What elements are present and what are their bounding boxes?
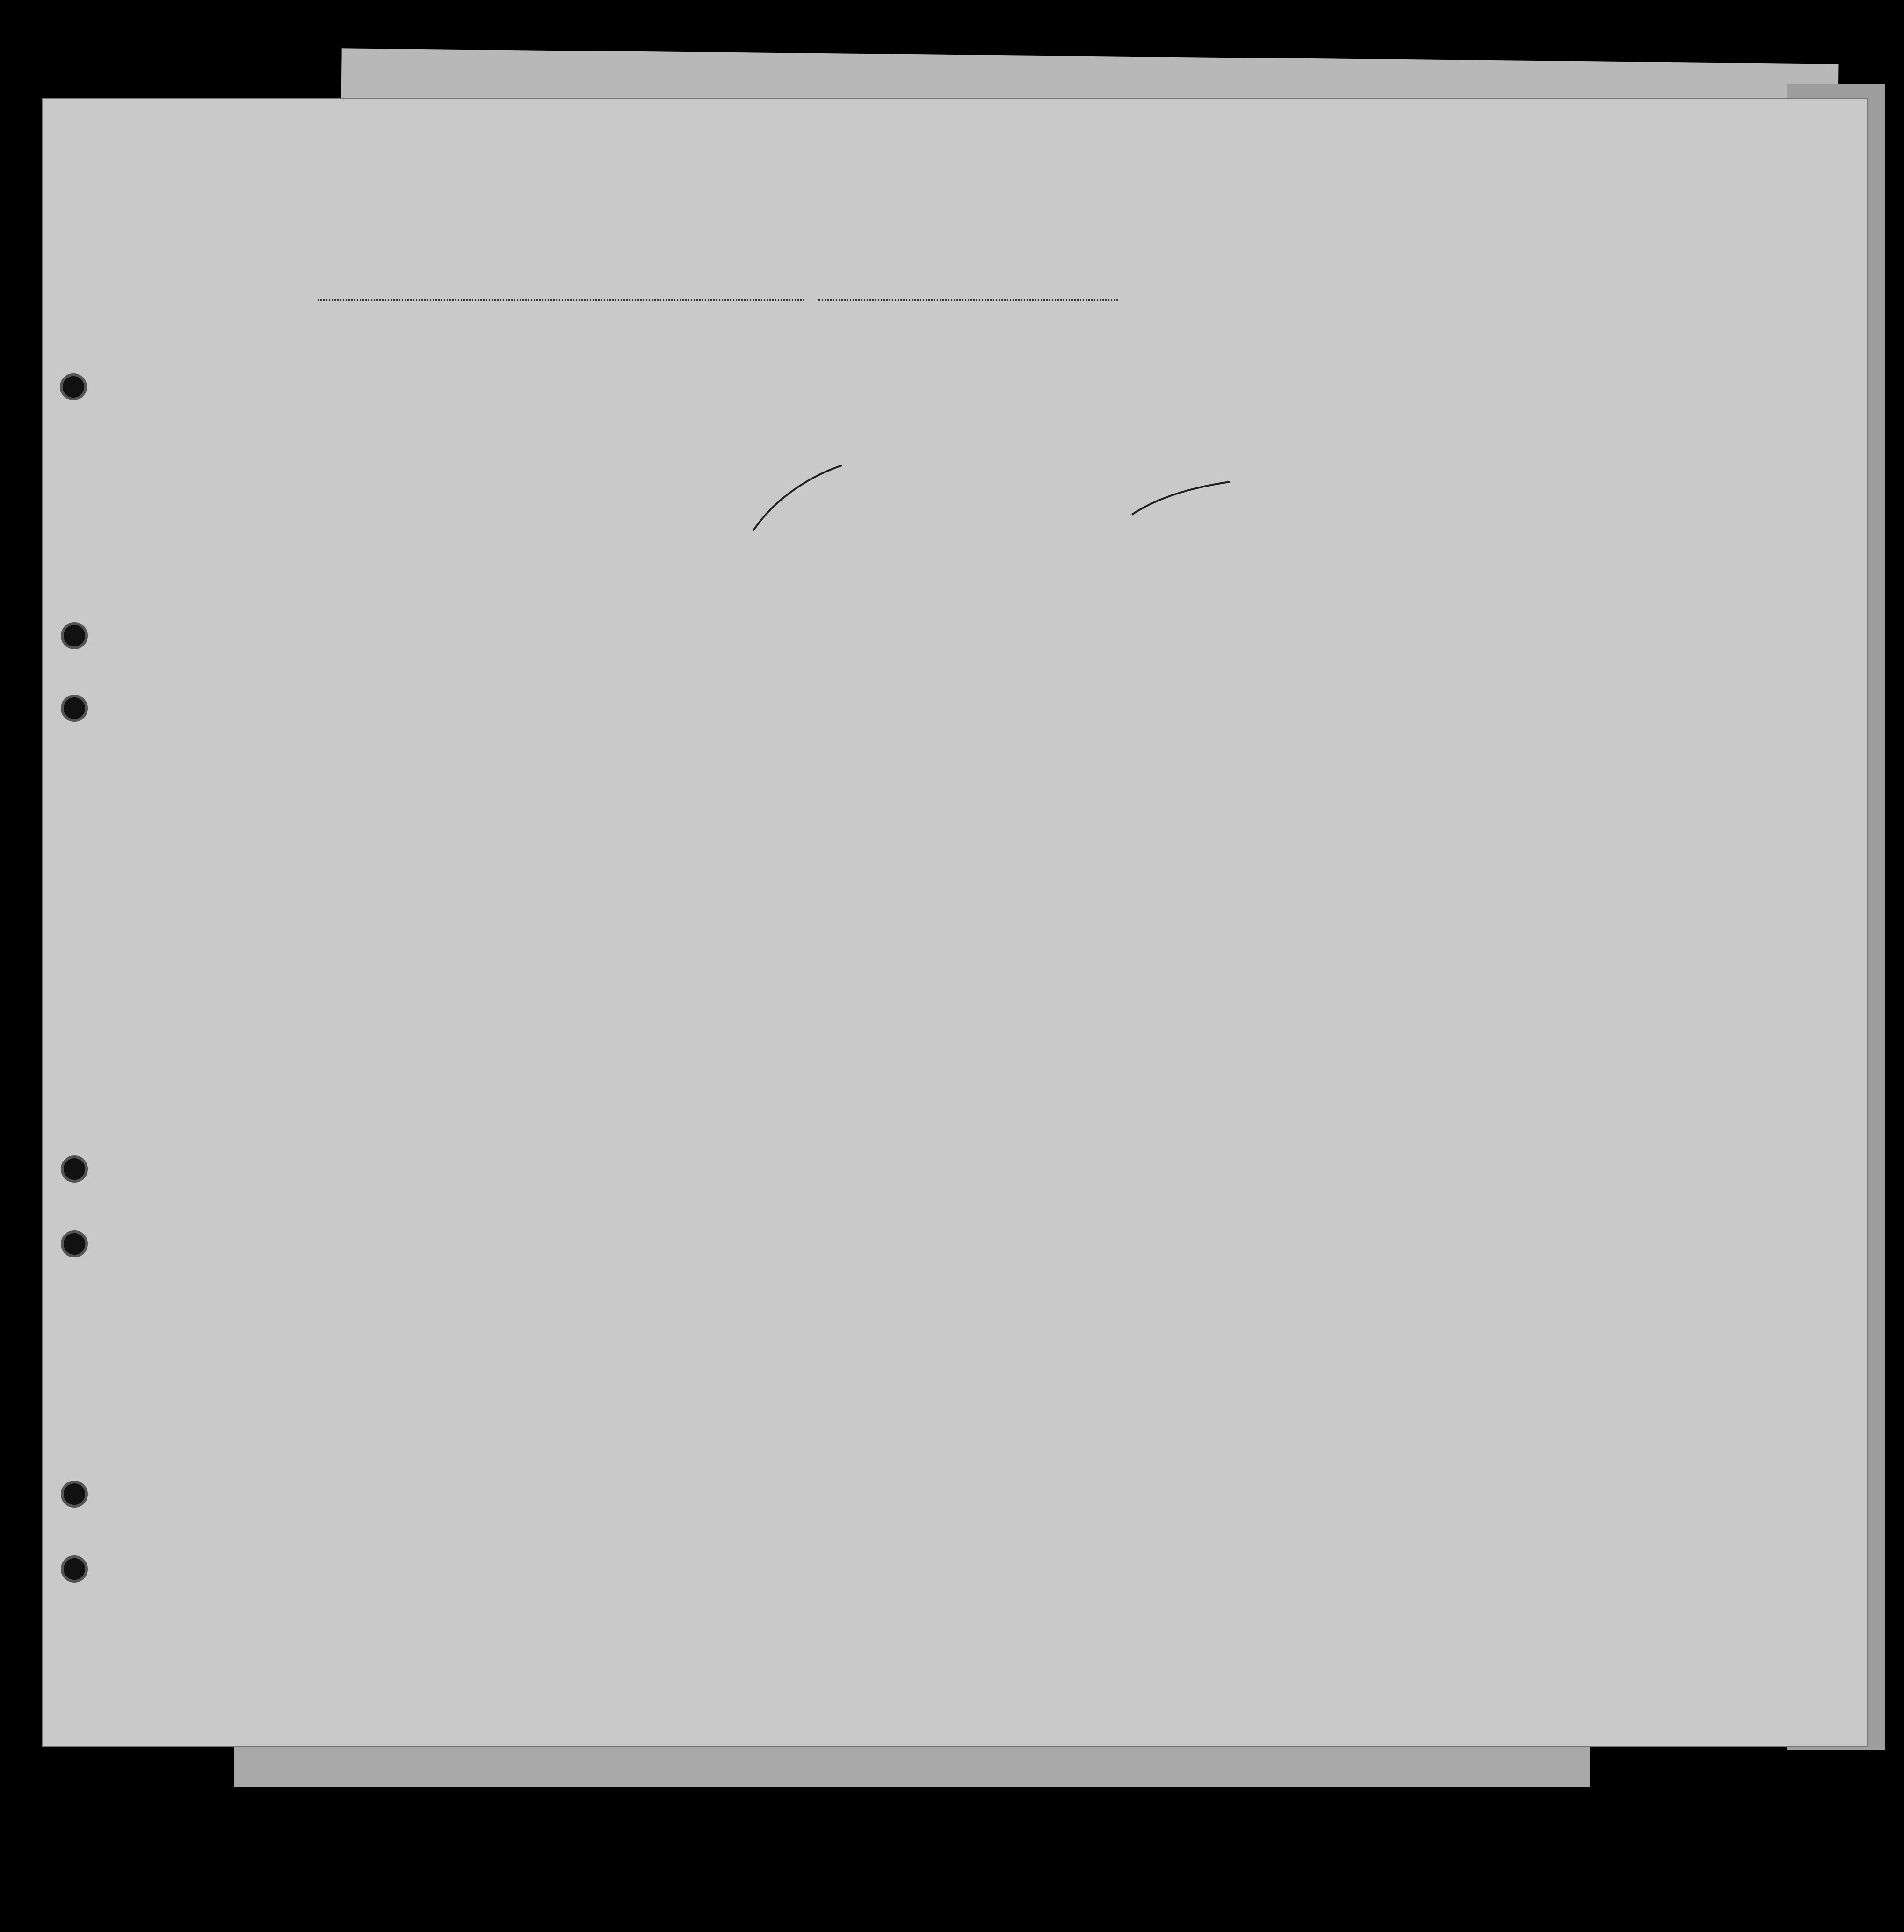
- purpose-pen-mark: [1132, 482, 1230, 515]
- joining-pen-mark: [753, 465, 842, 531]
